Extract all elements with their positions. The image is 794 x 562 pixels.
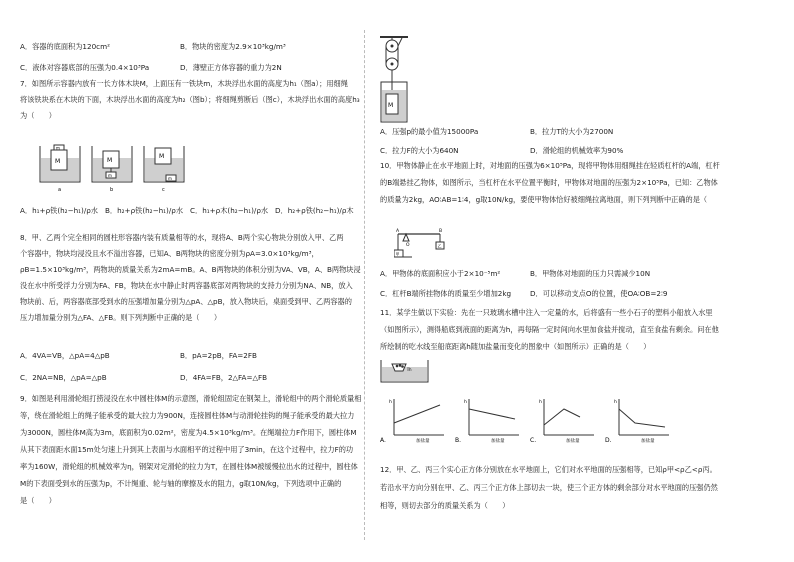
q7-label-M-c: M: [159, 153, 165, 160]
q11-graph-d-letter: D.: [605, 437, 612, 444]
q11-graph-b: [455, 399, 519, 444]
q11-graph-d-xlabel: 加盐量: [641, 439, 655, 444]
q6-option-d: D．薄壁正方体容器的重力为2N: [180, 63, 282, 72]
q9-line-3: 为3000N，圆柱体M高为3m，底面积为0.02m²，密度为4.5×10³kg/m³。在绳端拉力F作用下，圆柱体M: [20, 428, 357, 437]
q10-line-1: 10．甲物体静止在水平地面上时，对地面的压强为6×10⁵Pa，现将甲物体用细绳挂在轻质杠杆的A端，杠杆: [380, 161, 720, 170]
q9-option-b: B．拉力T的大小为2700N: [530, 127, 614, 136]
q6-option-a: A．容器的底面积为120cm²: [20, 42, 110, 51]
q11-line-3: 所绘制的吃水线至船底距离h随加盐量而变化的图象中（如图所示）正确的是（ ）: [380, 342, 651, 351]
q8-line-2: 个容器中，物块均浸没且水不溢出容器，已知A、B两物块的密度分别为ρA=3.0×10³kg/m³，: [20, 249, 319, 258]
q7-line-2: 将该铁块系在木块的下面，木块浮出水面的高度为h₂（图b）；将细绳剪断后（图c），木块浮出水面的高度h₃: [20, 95, 360, 104]
q12-stem: [380, 464, 718, 511]
q7-label-m-c: m: [168, 176, 172, 181]
q11-graph-c-xlabel: 加盐量: [566, 439, 580, 444]
q7-line-1: 7．如图所示容器内放有一长方体木块M，上面压有一铁块m，木块浮出水面的高度为h₁（图a）；用细绳: [20, 79, 348, 88]
q10-lever-figure: [394, 226, 448, 262]
q10-label-yi: 乙: [437, 243, 442, 249]
q7-label-M-b: M: [107, 157, 113, 164]
q8-option-a: A．4VA=VB，△pA=4△pB: [20, 351, 110, 360]
q8-stem: [20, 232, 361, 323]
q12-line-2: 若沿水平方向分别在甲、乙、丙三个正方体上部切去一块，使三个正方体的剩余部分对水平地面的压强仍然: [380, 483, 718, 492]
q8-line-1: 8．甲、乙两个完全相同的圆柱形容器内装有质量相等的水，现将A、B两个实心物块分别放入甲、乙两: [20, 233, 344, 242]
q11-graph-d: [605, 399, 669, 444]
q11-graph-c: [530, 399, 594, 444]
q9-label-M: M: [388, 102, 394, 109]
q8-option-d: D．4FA=FB，2△FA=△FB: [180, 373, 268, 382]
q10-option-a: A．甲物体的底面积应小于2×10⁻⁵m²: [380, 269, 501, 278]
q9-stem: [20, 393, 361, 506]
q8-line-3: ρB=1.5×10³kg/m³，两物块的质量关系为2mA=mB。A、B两物块的体积分别为VA、VB，A、B两物块浸: [20, 265, 361, 274]
q7-line-3: 为（ ）: [20, 111, 56, 120]
q8-line-5: 物块前、后，两容器底部受到水的压强增加量分别为△pA、△pB，放入物块后，桌面受到甲、乙两容器的: [20, 297, 352, 306]
q10-stem: [380, 160, 720, 205]
q7-caption-a: a: [58, 187, 62, 193]
q7-stem: [20, 78, 360, 121]
q11-graph-b-ylabel: h: [464, 400, 467, 405]
q10-option-c: C．杠杆B端所挂物体的质量至少增加2kg: [380, 289, 512, 298]
q7-fig-b: [92, 146, 132, 193]
q11-tank-figure: [380, 358, 430, 384]
q7-label-m-b: m: [108, 173, 112, 178]
q11-graph-b-xlabel: 加盐量: [491, 439, 505, 444]
q9-option-a: A．压强p的最小值为15000Pa: [380, 127, 479, 136]
q11-graph-a-ylabel: h: [389, 400, 392, 405]
q10-label-jia: 甲: [395, 251, 400, 257]
q7-figure: [38, 142, 188, 194]
q7-option-b: B．h₂+ρ铁(h₂−h₁)/ρ水: [105, 206, 184, 215]
q11-graph-a: [380, 399, 444, 444]
q9-line-1: 9．如图是利用滑轮组打捞浸没在水中圆柱体M的示意图，滑轮组固定在钢架上，滑轮组中的两个滑轮质量相: [20, 394, 362, 403]
q7-option-d: D．h₂+ρ铁(h₂−h₁)/ρ木: [275, 206, 354, 215]
q10-line-3: 的质量为2kg，AO∶AB=1∶4，g取10N/kg，要使甲物体恰好被细绳拉离地面，则下列判断中正确的是（: [380, 195, 708, 204]
q11-line-2: （如图所示），测得船底到液面的距离为h，再每隔一定时间向水里加食盐并搅动，直至食盐有剩余。问在他: [380, 325, 719, 334]
q12-line-3: 相等，则切去部分的质量关系为（ ）: [380, 501, 510, 510]
q8-option-b: B．pA=2pB，FA=2FB: [180, 351, 257, 360]
q10-label-B: B: [439, 229, 443, 234]
q9-option-d: D．滑轮组的机械效率为90%: [530, 146, 624, 155]
q7-fig-c: [144, 146, 184, 193]
q7-label-M-a: M: [55, 158, 61, 165]
q11-stem: [380, 307, 719, 352]
q8-line-6: 压力增加量分别为△FA、△FB。则下列判断中正确的是（ ）: [20, 313, 222, 322]
q7-option-c: C．h₁+ρ木(h₂−h₁)/ρ水: [190, 206, 269, 215]
q6-option-c: C．液体对容器底部的压强为0.4×10³Pa: [20, 63, 150, 72]
left-column: [20, 0, 370, 562]
right-column: [380, 0, 730, 562]
q9-line-7: 是（ ）: [20, 496, 56, 505]
q9-line-5: 率为160W，滑轮组的机械效率为η，钢架对定滑轮的拉力为T，在圆柱体M被缓慢拉出水的过程中，圆柱体: [20, 462, 358, 471]
q10-label-O: O: [406, 243, 410, 248]
q9-line-6: M的下表面受到水的压强为p，不计绳重、轮与轴的摩擦及水的阻力，g取10N/kg，下列选项中正确的: [20, 479, 342, 488]
q9-options: [380, 126, 690, 156]
q9-pulley-figure: [380, 34, 410, 126]
q9-option-c: C．拉力F的大小为640N: [380, 146, 459, 155]
q10-line-2: 的B端悬挂乙物体，如图所示，当杠杆在水平位置平衡时，甲物体对地面的压强为2×10⁵Pa，已知：乙物体: [380, 178, 718, 187]
q6-option-b: B．物块的密度为2.9×10³kg/m³: [180, 42, 286, 51]
q9-line-4: 从其下表面距水面15m处匀速上升到其上表面与水面相平的过程中用了3min，在这个过程中，拉力F的功: [20, 445, 354, 454]
q10-option-d: D．可以移动支点O的位置，使OA∶OB=2∶9: [530, 289, 668, 298]
q11-label-h: h: [409, 367, 412, 372]
q8-line-4: 没在水中所受浮力分别为FA、FB，物块在水中静止时两容器底部对两物块的支持力分别为NA、NB，放入: [20, 281, 353, 290]
q12-line-1: 12．甲、乙、丙三个实心正方体分别放在水平地面上，它们对水平地面的压强相等，已知ρ甲<ρ乙<ρ丙。: [380, 465, 717, 474]
q7-label-m-a: m: [56, 145, 60, 151]
q7-caption-c: c: [162, 187, 165, 193]
q6-options: [20, 41, 340, 73]
q7-fig-a: [40, 145, 80, 193]
q11-line-1: 11．某学生做以下实验：先在一只玻璃水槽中注入一定量的水，后将盛有一些小石子的塑料小船放入水里: [380, 308, 713, 317]
q10-label-A: A: [396, 229, 400, 234]
q11-graph-b-letter: B.: [455, 437, 462, 444]
q10-options: [380, 268, 690, 299]
q11-graph-d-ylabel: h: [614, 400, 617, 405]
q11-graph-a-xlabel: 加盐量: [416, 439, 430, 444]
q8-options: [20, 350, 340, 383]
q9-line-2: 等，绕在滑轮组上的绳子能承受的最大拉力为900N，连接圆柱体M与动滑轮挂钩的绳子能承受的最大拉力: [20, 411, 355, 420]
q7-option-a: A．h₁+ρ铁(h₂−h₁)/ρ水: [20, 206, 98, 215]
q7-caption-b: b: [110, 187, 114, 193]
q11-graph-c-ylabel: h: [539, 400, 542, 405]
q11-graph-options: [380, 395, 680, 445]
q7-options: [20, 205, 360, 216]
q11-graph-c-letter: C.: [530, 437, 537, 444]
q10-option-b: B．甲物体对地面的压力只需减少10N: [530, 269, 651, 278]
q8-option-c: C．2NA=NB，△pA=△pB: [20, 373, 107, 382]
q11-graph-a-letter: A.: [380, 437, 386, 444]
